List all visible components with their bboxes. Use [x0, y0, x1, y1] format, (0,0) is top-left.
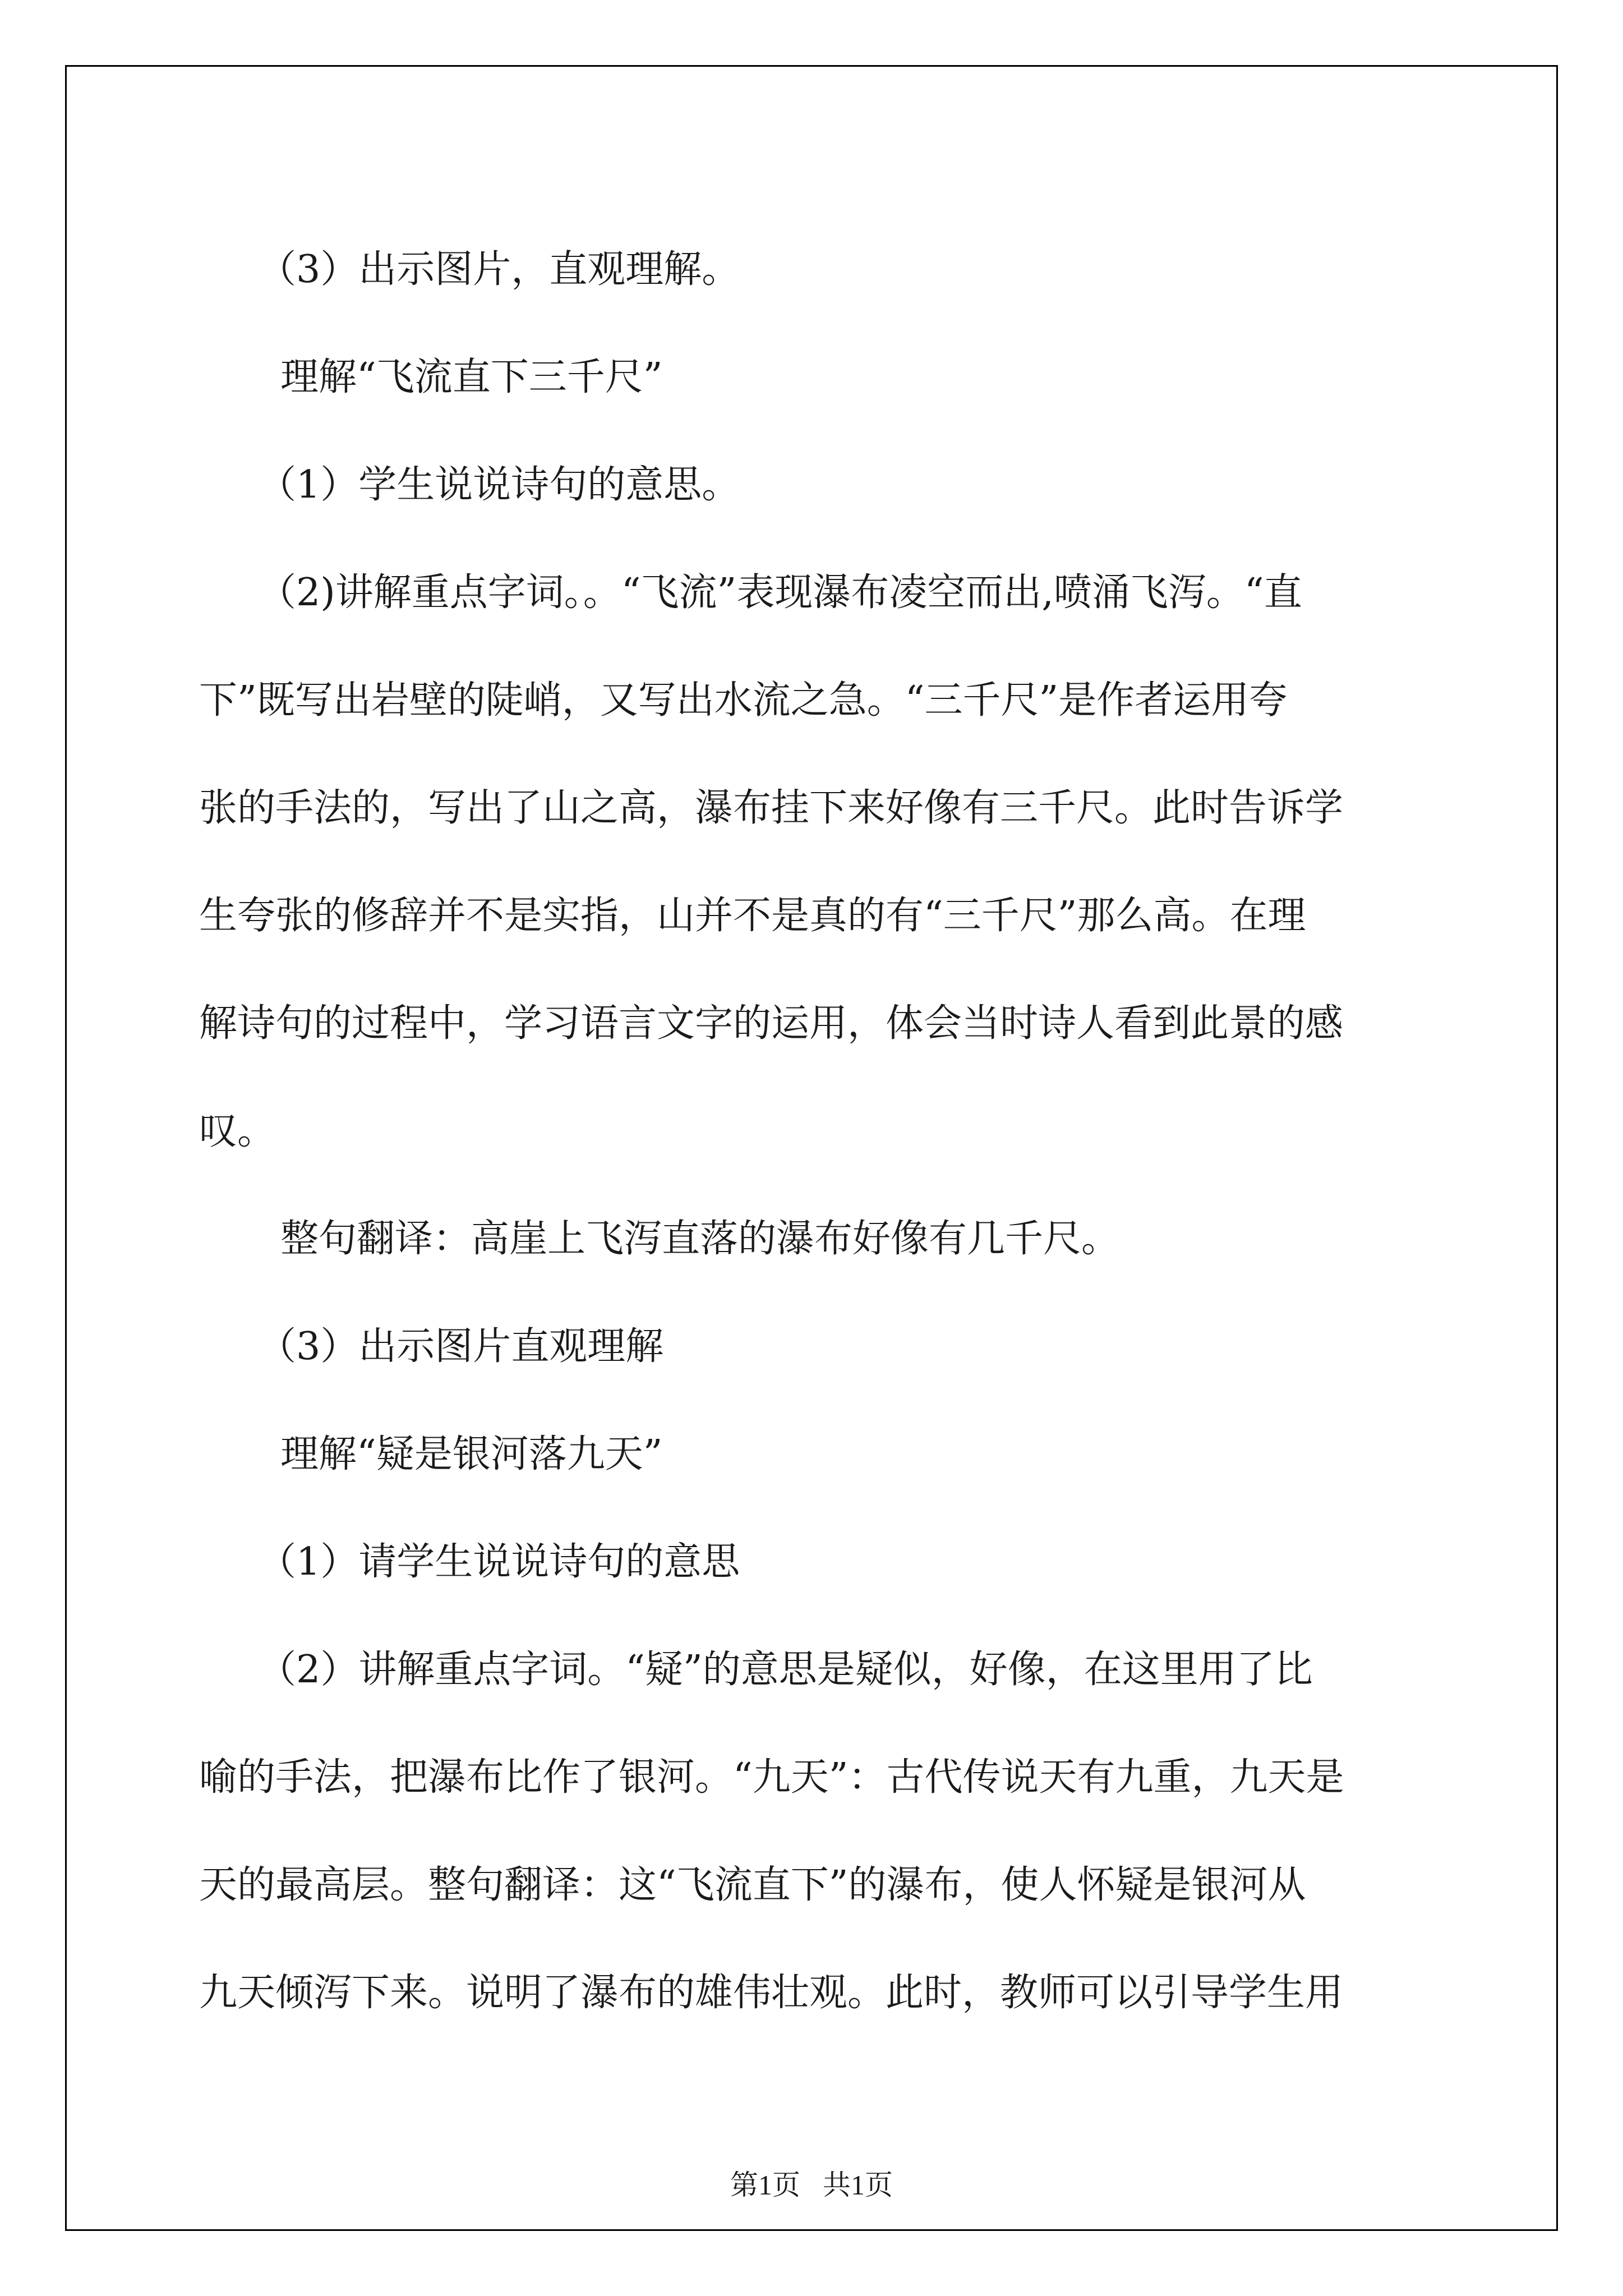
paragraph-key-words-2-line-2: 喻的手法，把瀑布比作了银河。“九天”：古代传说天有九重，九天是	[199, 1755, 1344, 1800]
paragraph-key-words-1-line-1: （2)讲解重点字词。。“飞流”表现瀑布凌空而出,喷涌飞泻。“直	[258, 570, 1302, 615]
page-number-total: 共1页	[823, 2169, 893, 2201]
paragraph-students-explain-1: （1）学生说说诗句的意思。	[258, 463, 740, 507]
paragraph-key-words-1-line-3: 张的手法的，写出了山之高，瀑布挂下来好像有三千尺。此时告诉学	[199, 786, 1344, 830]
paragraph-key-words-1-line-2: 下”既写出岩壁的陡峭，又写出水流之急。“三千尺”是作者运用夸	[199, 678, 1288, 723]
paragraph-show-picture-2: （3）出示图片直观理解	[258, 1324, 664, 1369]
paragraph-understand-line-2: 理解“疑是银河落九天”	[280, 1432, 663, 1476]
page-footer	[0, 2168, 1623, 2202]
paragraph-translation-1: 整句翻译：高崖上飞泻直落的瀑布好像有几千尺。	[280, 1217, 1120, 1261]
paragraph-key-words-1-line-4: 生夸张的修辞并不是实指，山并不是真的有“三千尺”那么高。在理	[199, 894, 1306, 938]
paragraph-key-words-2-line-1: （2）讲解重点字词。“疑”的意思是疑似，好像，在这里用了比	[258, 1648, 1313, 1692]
paragraph-key-words-2-line-4: 九天倾泻下来。说明了瀑布的雄伟壮观。此时，教师可以引导学生用	[199, 1971, 1344, 2015]
paragraph-key-words-1-line-6: 叹。	[199, 1109, 276, 1153]
paragraph-understand-line-1: 理解“飞流直下三千尺”	[280, 355, 663, 399]
page-number-current: 第1页	[730, 2169, 800, 2201]
paragraph-students-explain-2: （1）请学生说说诗句的意思	[258, 1540, 740, 1584]
document-body	[199, 216, 1427, 2047]
paragraph-key-words-2-line-3: 天的最高层。整句翻译：这“飞流直下”的瀑布，使人怀疑是银河从	[199, 1863, 1306, 1907]
paragraph-show-picture-1: （3）出示图片，直观理解。	[258, 247, 740, 292]
paragraph-key-words-1-line-5: 解诗句的过程中，学习语言文字的运用，体会当时诗人看到此景的感	[199, 1001, 1344, 1046]
